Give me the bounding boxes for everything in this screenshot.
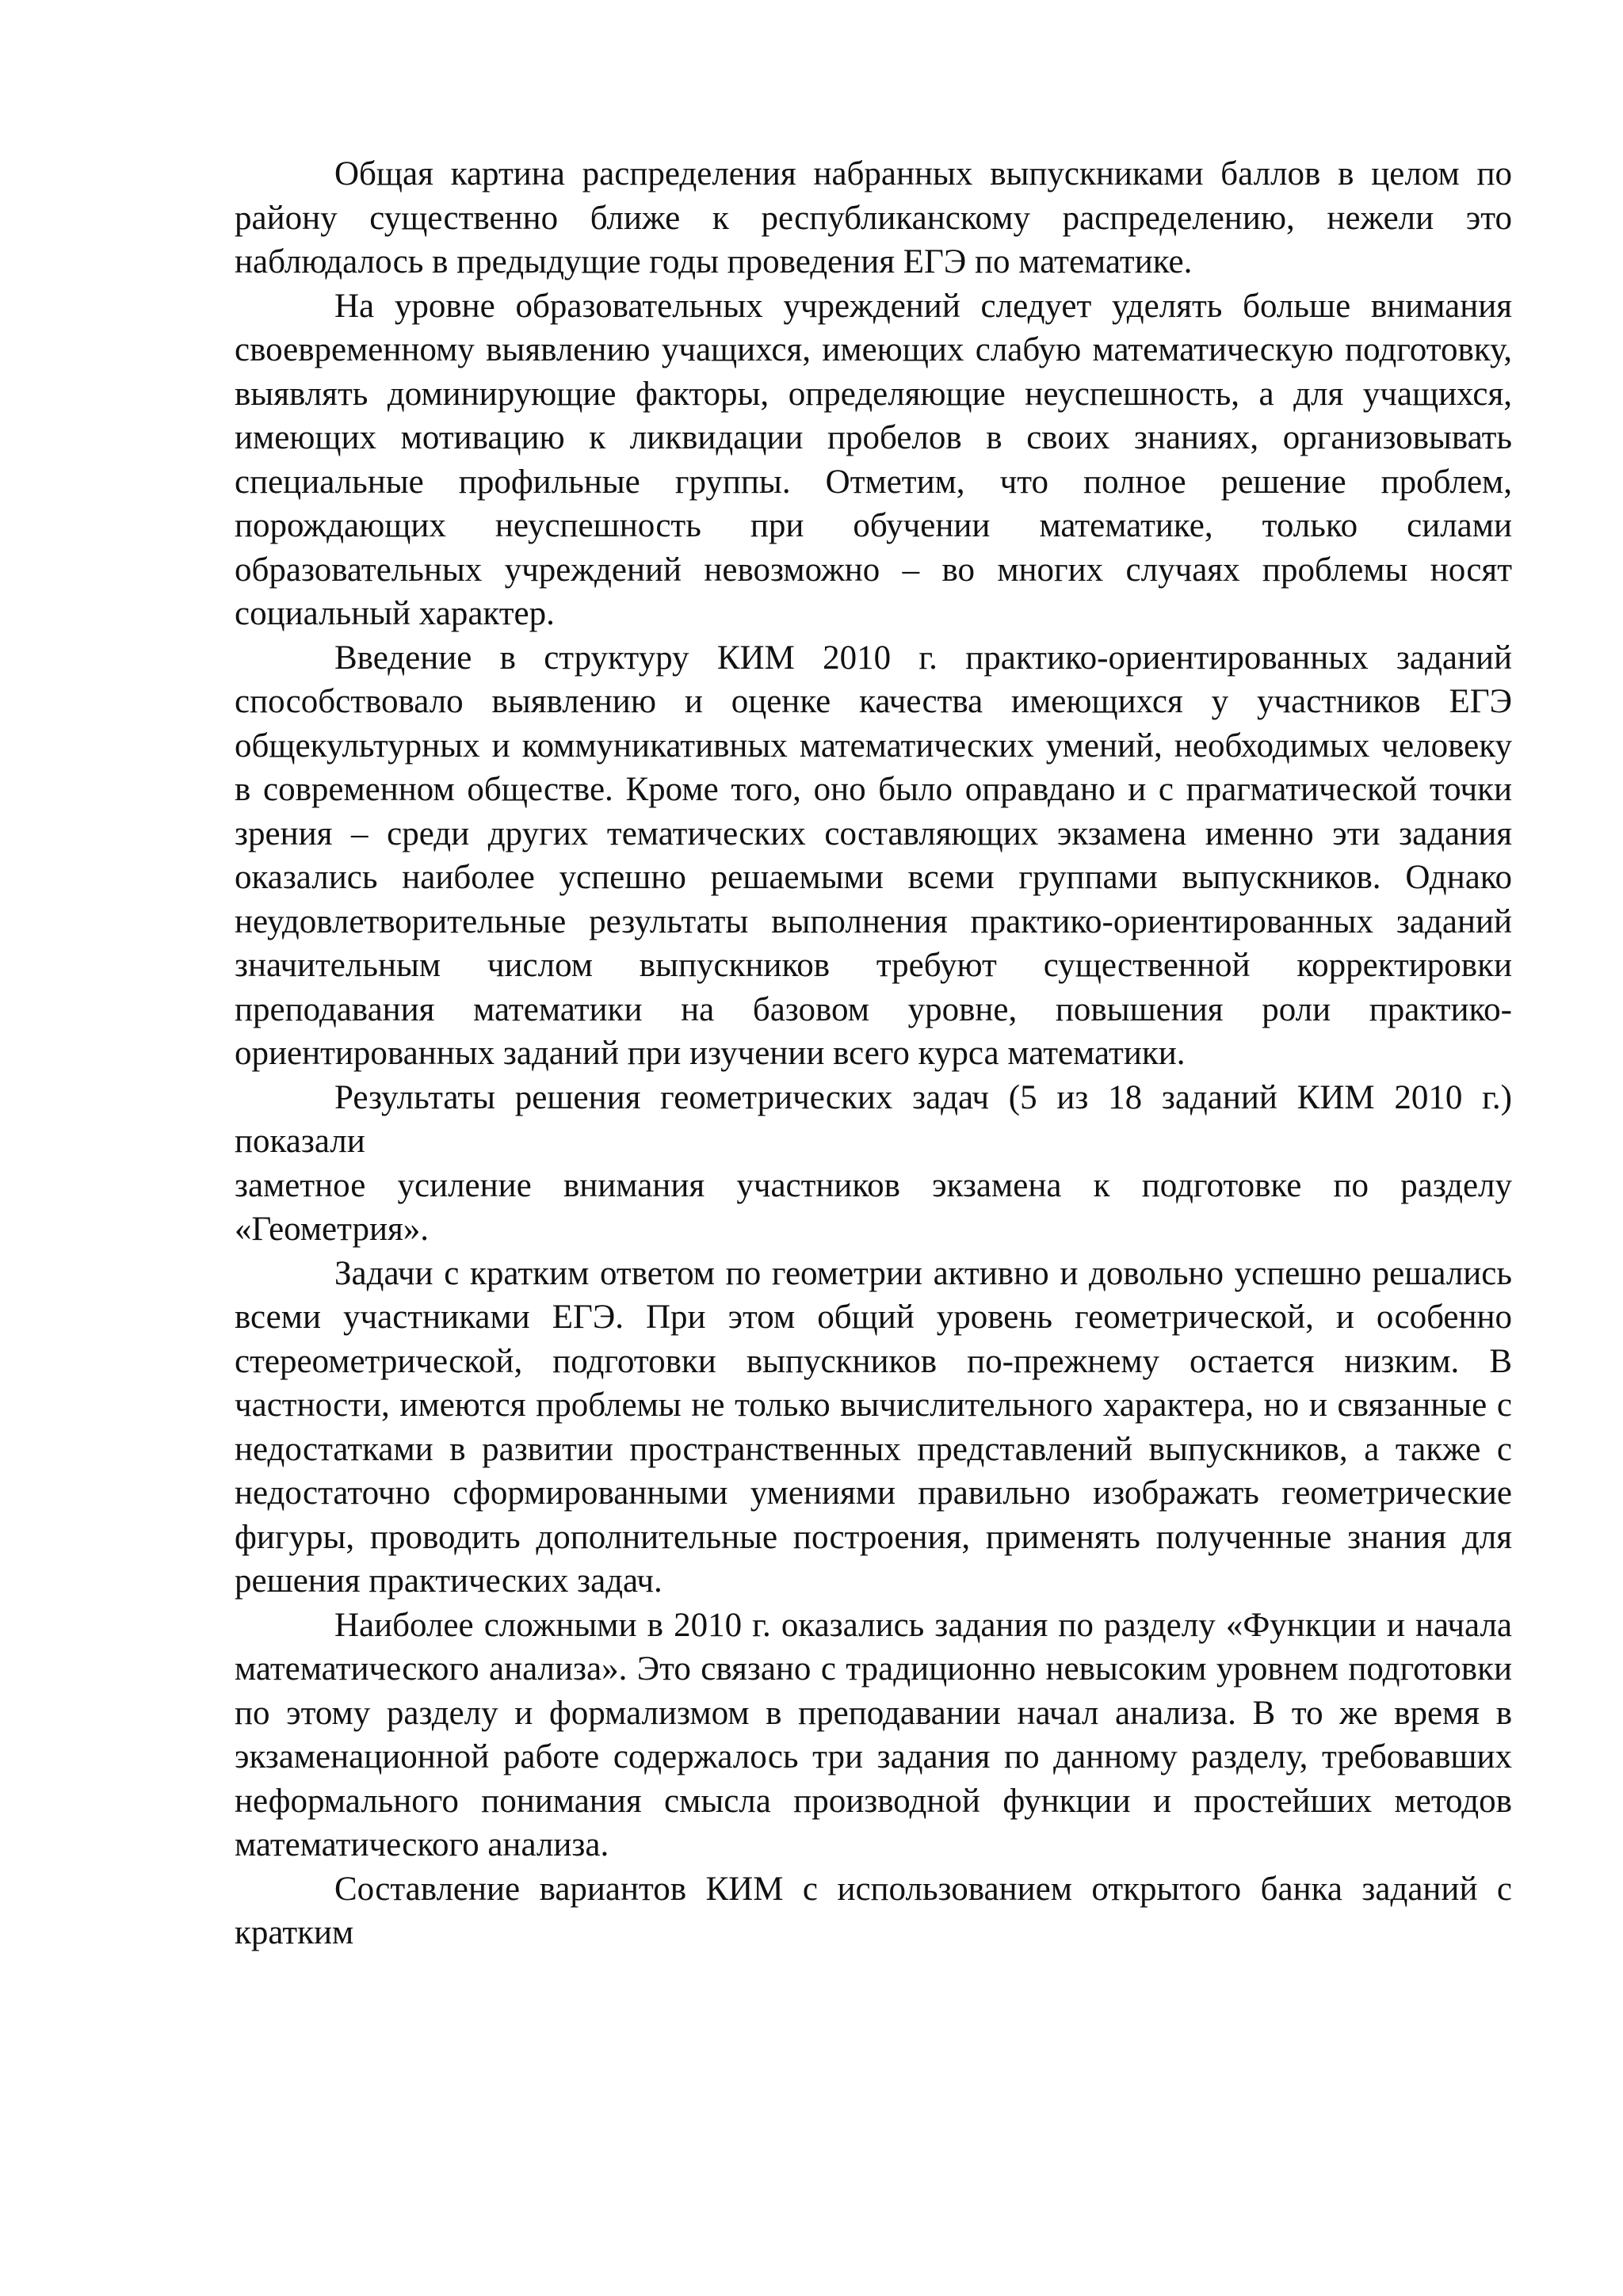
- paragraph-practice-tasks: Введение в структуру КИМ 2010 г. практико-ориентированных заданий способствовало выявлению и оценке качества имеющихся у участников ЕГЭ общекультурных и коммуникативных математических умений, необходимых человеку в современном обществе. Кроме того, оно было оправдано и с прагматической точки зрения – среди других тематических составляющих экзамена именно эти задания оказались наиболее успешно решаемыми всеми группами выпускников. Однако неудовлетворительные результаты выполнения практико-ориентированных заданий значительным числом выпускников требуют существенной корректировки преподавания математики на базовом уровне, повышения роли практико-ориентированных заданий при изучении всего курса математики.: [235, 639, 1512, 1072]
- paragraph-geometry-attention: заметное усиление внимания участников экзамена к подготовке по разделу «Геометрия».: [235, 1166, 1512, 1248]
- paragraph-score-distribution: Общая картина распределения набранных выпускниками баллов в целом по району существенно ближе к республиканскому распределению, нежели это наблюдалось в предыдущие годы проведения ЕГЭ по математике.: [235, 155, 1512, 280]
- paragraph-geometry-results: Результаты решения геометрических задач (5 из 18 заданий КИМ 2010 г.) показали: [235, 1078, 1512, 1160]
- paragraph-school-level: На уровне образовательных учреждений следует уделять больше внимания своевременному выявлению учащихся, имеющих слабую математическую подготовку, выявлять доминирующие факторы, определяющие неуспешность, а для учащихся, имеющих мотивацию к ликвидации пробелов в своих знаниях, организовывать специальные профильные группы. Отметим, что полное решение проблем, порождающих неуспешность при обучении математике, только силами образовательных учреждений невозможно – во многих случаях проблемы носят социальный характер.: [235, 287, 1512, 632]
- paragraph-kim-variants: Составление вариантов КИМ с использованием открытого банка заданий с кратким: [235, 1870, 1512, 1951]
- document-body: [235, 152, 1512, 1955]
- paragraph-functions-analysis: Наиболее сложными в 2010 г. оказались задания по разделу «Функции и начала математического анализа». Это связано с традиционно невысоким уровнем подготовки по этому разделу и формализмом в преподавании начал анализа. В то же время в экзаменационной работе содержалось три задания по данному разделу, требовавших неформального понимания смысла производной функции и простейших методов математического анализа.: [235, 1606, 1512, 1863]
- paragraph-geometry-tasks: Задачи с кратким ответом по геометрии активно и довольно успешно решались всеми участниками ЕГЭ. При этом общий уровень геометрической, и особенно стереометрической, подготовки выпускников по-прежнему остается низким. В частности, имеются проблемы не только вычислительного характера, но и связанные с недостатками в развитии пространственных представлений выпускников, а также с недостаточно сформированными умениями правильно изображать геометрические фигуры, проводить дополнительные построения, применять полученные знания для решения практических задач.: [235, 1254, 1512, 1600]
